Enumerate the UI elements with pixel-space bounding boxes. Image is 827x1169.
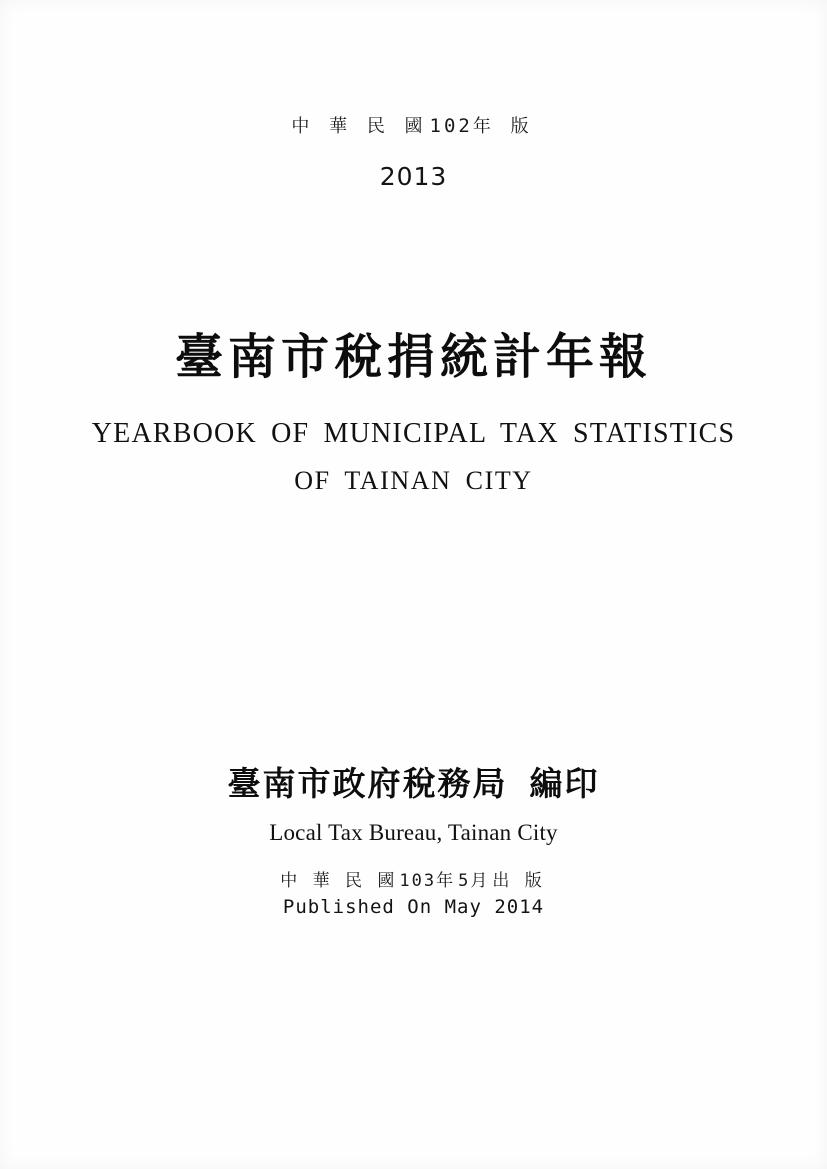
pubdate-han-suffix: 出 版: [492, 871, 547, 891]
publisher-english: Local Tax Bureau, Tainan City: [269, 820, 558, 845]
page-title-chinese: 臺南市稅捐統計年報: [174, 329, 652, 385]
publication-date-chinese: [0, 866, 827, 891]
pubdate-month: 5: [458, 871, 471, 891]
publisher-chinese: [0, 758, 827, 805]
pubdate-han-prefix: 中 華 民 國: [280, 871, 400, 891]
roc-year-number: 102: [429, 115, 473, 137]
ad-year: 2013: [379, 162, 448, 191]
pubdate-han-month: 月: [470, 871, 493, 891]
publication-date-english: Published On May 2014: [282, 896, 545, 918]
roc-year-line: [0, 112, 827, 138]
pubdate-year: 103: [399, 871, 437, 891]
publisher-chinese-suffix: 編印: [529, 764, 600, 803]
pubdate-han-year: 年: [436, 871, 459, 891]
page-title-english-line2: OF TAINAN CITY: [294, 466, 533, 495]
roc-year-han-suffix: 年 版: [472, 116, 536, 137]
publisher-chinese-name: 臺南市政府稅務局: [227, 764, 508, 803]
roc-year-han-prefix: 中 華 民 國: [291, 116, 430, 137]
page-title-english-line1: YEARBOOK OF MUNICIPAL TAX STATISTICS: [91, 418, 736, 449]
